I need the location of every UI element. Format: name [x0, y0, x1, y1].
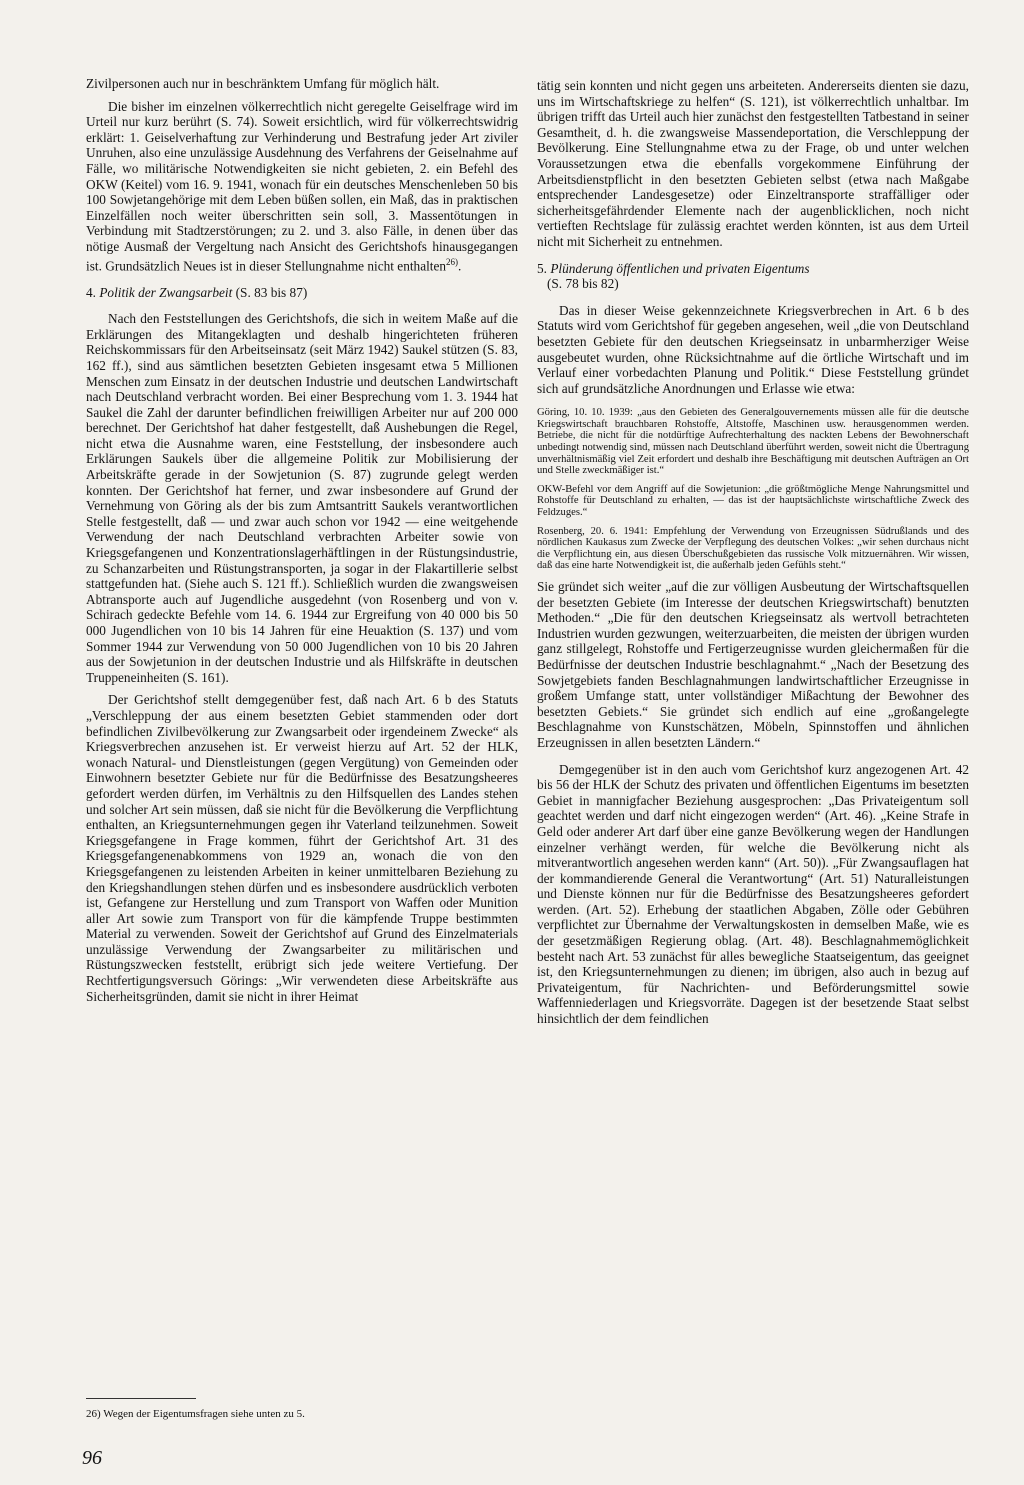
paragraph: Das in dieser Weise gekennzeichnete Kriegsverbrechen in Art. 6 b des Statuts wird vom Gerichtshof für gegeben angesehen, weil „die von Deutschland besetzten Gebiete für den deutschen Kriegseinsatz in unbarmherziger Weise ausgebeutet wurden, ohne Rücksichtnahme auf die örtliche Wirtschaft und im Verlauf einer vorbedachten Planung und Politik.“ Diese Feststellung gründet sich auf grundsätzliche Anordnungen und Erlasse wie etwa:	[537, 302, 969, 396]
paragraph: Sie gründet sich weiter „auf die zur völligen Ausbeutung der Wirtschaftsquellen der besetzten Gebiete (im Interesse der deutschen Kriegswirtschaft) benutzten Methoden.“ „Die für den deutschen Kriegseinsatz als wertvoll betrachteten Industrien wurden gezwungen, weiterzuarbeiten, die meisten der übrigen wurden ganz stillgelegt, Rohstoffe und Fertigerzeugnisse wurden gleichermaßen für die Bedürfnisse der deutschen Industrie beschlagnahmt.“ „Nach der Besetzung des Sowjetgebiets fanden Beschlagnahmungen landwirtschaftlicher Erzeugnisse in großem Umfange statt, unter vollständiger Mißachtung der Bewohner des besetzten Gebiets.“ Sie gründet sich endlich auf eine „großangelegte Beschlagnahme von Kunstschätzen, Möbeln, Spinnstoffen und ähnlichen Erzeugnissen in allen besetzten Ländern.“	[537, 579, 969, 750]
section-title: Plünderung öffentlichen und privaten Eigentums	[550, 260, 810, 276]
paragraph: tätig sein konnten und nicht gegen uns arbeiteten. Andererseits dienten sie dazu, uns im Wirtschaftskriege zu helfen“ (S. 121), ist völkerrechtlich unhaltbar. Im übrigen trifft das Urteil auch hier zunächst den festgestellten Tatbestand in seiner Gesamtheit, d. h. die zwangsweise Massendeportation, die Verschleppung der Bevölkerung. Eine Stellungnahme etwa zu der Frage, ob und unter welchen Voraussetzungen etwa die ebenfalls vorgekommene Einführung der Arbeitsdienstpflicht in den besetzten Gebieten selbst (etwa nach Maßgabe entsprechender Landesgesetze) oder Einzeltransporte straffälliger oder sicherheitsgefährdender Elemente nach der augenblicklichen, noch nicht vertieften Rechtslage für zulässig erachtet werden könnten, ist aus dem Urteil nicht mit Sicherheit zu entnehmen.	[537, 78, 969, 249]
left-column	[86, 76, 518, 1004]
paragraph: Zivilpersonen auch nur in beschränktem Umfang für möglich hält.	[86, 76, 440, 91]
section-title: Politik der Zwangsarbeit	[99, 284, 233, 300]
section-pages: (S. 78 bis 82)	[546, 276, 619, 292]
paragraph: Demgegenüber ist in den auch vom Gerichtshof kurz angezogenen Art. 42 bis 56 der HLK der Schutz des privaten und öffentlichen Eigentums im besetzten Gebiet in mannigfacher Beziehung ausgesprochen: „Das Privateigentum soll geachtet werden und darf nicht eingezogen werden“ (Art. 46). „Keine Strafe in Geld oder anderer Art darf über eine ganze Bevölkerung wegen der Handlungen einzelner verhängt werden, für welche die Bevölkerung nicht als mitverantwortlich angesehen werden kann“ (Art. 50)). „Für Zwangsauflagen hat der kommandierende General die Verantwortung“ (Art. 51) Naturalleistungen und Dienste können nur für die Bedürfnisse des Besatzungsheeres gefordert werden. (Art. 52). Erhebung der staatlichen Abgaben, Zölle oder Gebühren verpflichtet zur Übernahme der Verwaltungskosten in demselben Maße, wie es der gesetzmäßigen Regierung oblag. (Art. 48). Beschlagnahmemöglichkeit besteht nach Art. 53 zunächst für alles bewegliche Staatseigentum, das geeignet ist, den Kriegsunternehmungen zu dienen; im übrigen, also auch in bezug auf Privateigentum, für Nachrichten- und Beförderungsmittel sowie Waffenniederlagen und Kriegsvorräte. Dagegen ist der besetzende Staat selbst hinsichtlich der dem feindlichen	[537, 761, 969, 1027]
paragraph-text-end: .	[458, 257, 462, 273]
footnote-rule	[86, 1398, 196, 1399]
section-heading-5	[537, 261, 969, 292]
section-number: 4.	[86, 284, 96, 300]
paragraph	[86, 99, 518, 274]
paragraph-text: Die bisher im einzelnen völkerrechtlich nicht geregelte Geiselfrage wird im Urteil nur kurz berührt (S. 74). Soweit ersichtlich, wird für völkerrechtswidrig erklärt: 1. Geiselverhaftung zur Verhinderung und Bestrafung jeder Art ziviler Unruhen, also eine unzulässige Ausdehnung des Verfahrens der Geiselnahme auf Fälle, wo militärische Notwendigkeiten sie nicht gebieten, 2. ein Befehl des OKW (Keitel) vom 16. 9. 1941, wonach für ein deutsches Menschenleben 50 bis 100 Sowjetangehörige mit dem Leben büßen sollen, ein Maß, das in praktischen Einzelfällen noch weiter überschritten sein soll, 3. Massentötungen in Verbindung mit Stadtzerstörungen; zu 2. und 3. also Fälle, in denen über das nötige Ausmaß der Vergeltung nach Ansicht des Gerichtshofs hinausgegangen ist. Grundsätzlich Neues ist in dieser Stellungnahme nicht enthalten	[86, 98, 518, 273]
footnote-ref: 26)	[446, 256, 459, 267]
paragraph: Nach den Feststellungen des Gerichtshofs, die sich in weitem Maße auf die Erklärungen des Mitangeklagten und deshalb hingerichteten früheren Reichskommissars für den Arbeitseinsatz (seit März 1942) Saukel stützen (S. 83, 162 ff.), sind aus sämtlichen besetzten Gebieten insgesamt etwa 5 Millionen Menschen zum Einsatz in der deutschen Industrie und deutschen Landwirtschaft nach Deutschland verbracht worden. Bei einer Besprechung vom 1. 3. 1944 hat Saukel die Zahl der darunter befindlichen freiwilligen Arbeiter nur auf 200 000 berechnet. Der Gerichtshof hat daher festgestellt, daß Aushebungen die Regel, nicht etwa die Ausnahme waren, eine Feststellung, der insbesondere auch Erklärungen Saukels über die allgemeine Politik zur Mobilisierung der Arbeitskräfte gerade in der Sowjetunion (S. 87) zugrunde gelegt werden konnten. Der Gerichtshof hat ferner, und zwar insbesondere auf Grund der Vernehmung von Göring als der bis zum Amtsantritt Saukels verantwortlichen Stelle festgestellt, daß — und zwar auch schon vor 1942 — eine weitgehende Verwendung der nach Deutschland verbrachten Arbeiter sowie von Kriegsgefangenen und Konzentrationslagerhäftlingen in der Rüstungsindustrie, zu Schanzarbeiten und Rüstungstransporten, ja sogar in der Flakartillerie selbst stattgefunden hat. (Siehe auch S. 121 ff.). Schließlich wurden die zwangsweisen Abtransporte auch auf Jugendliche ausgedehnt (von Rosenberg und von v. Schirach gedeckte Befehle vom 14. 6. 1944 zur Ergreifung von 40 000 bis 50 000 Jugendlichen von 10 bis 14 Jahren für eine Heuaktion (S. 137) und vom Sommer 1944 zur Verwendung von 50 000 Jugendlichen von 10 bis 20 Jahren aus der Sowjetunion in der deutschen Industrie und als Hilfskräfte in deutschen Truppeneinheiten (S. 161).	[86, 311, 518, 685]
quote-okw: OKW-Befehl vor dem Angriff auf die Sowjetunion: „die größtmögliche Menge Nahrungsmittel und Rohstoffe für Deutschland zu erhalten, — das ist der hauptsächlichste wirtschaftliche Zweck des Feldzuges.“	[537, 483, 969, 519]
quote-rosenberg: Rosenberg, 20. 6. 1941: Empfehlung der Verwendung von Erzeugnissen Südrußlands und des nördlichen Kaukasus zum Zwecke der Verpflegung des deutschen Volkes: „wir sehen durchaus nicht die Verpflichtung ein, aus diesen Überschußgebieten das russische Volk mitzuernähren. Wir wissen, daß das eine harte Notwendigkeit ist, die außerhalb jeden Gefühls steht.“	[537, 525, 969, 572]
footnote: 26) Wegen der Eigentumsfragen siehe unten zu 5.	[86, 1408, 305, 1420]
right-column	[537, 78, 969, 1027]
section-pages: (S. 83 bis 87)	[235, 284, 308, 300]
page-number: 96	[82, 1447, 102, 1469]
section-heading-4	[86, 285, 518, 301]
paragraph: Der Gerichtshof stellt demgegenüber fest, daß nach Art. 6 b des Statuts „Verschleppung der aus einem besetzten Gebiet stammenden oder dort befindlichen Zivilbevölkerung zur Zwangsarbeit oder irgendeinem Zwecke“ als Kriegsverbrechen anzusehen ist. Er verweist hierzu auf Art. 52 der HLK, wonach Natural- und Dienstleistungen (gegen Vergütung) von Gemeinden oder Einwohnern besetzter Gebiete nur für die Bedürfnisse des Besatzungsheeres gefordert werden dürfen, im Verhältnis zu den Hilfsquellen des Landes stehen und solcher Art sein müssen, daß sie nicht für die Bevölkerung die Verpflichtung enthalten, an Kriegsunternehmungen gegen ihr Vaterland teilzunehmen. Soweit Kriegsgefangene in Frage kommen, führt der Gerichtshof Art. 31 des Kriegsgefangenenabkommens von 1929 an, wonach die von den Kriegsgefangenen zu leistenden Arbeiten in keiner unmittelbaren Beziehung zu den Kriegshandlungen stehen dürfen und es insbesondere ausdrücklich verboten ist, Gefangene zur Herstellung und zum Transport von Waffen oder Munition aller Art sowie zum Transport von für die kämpfende Truppe bestimmten Material zu verwenden. Soweit der Gerichtshof auf Grund des Einzelmaterials unzulässige Verwendung der Zwangsarbeiter zu militärischen und Rüstungszwecken feststellt, erübrigt sich jede weitere Vertiefung. Der Rechtfertigungsversuch Görings: „Wir verwendeten diese Arbeitskräfte aus Sicherheitsgründen, damit sie nicht in ihrer Heimat	[86, 692, 518, 1004]
section-number: 5.	[537, 260, 547, 276]
quote-goering: Göring, 10. 10. 1939: „aus den Gebieten des Generalgouvernements müssen alle für die deutsche Kriegswirtschaft brauchbaren Rohstoffe, Altstoffe, Maschinen usw. herausgenommen werden. Betriebe, die nicht für die notdürftige Aufrechterhaltung des nackten Lebens der Bewohnerschaft unbedingt notwendig sind, müssen nach Deutschland überführt werden, soweit nicht die Übertragung unverhältnismäßig viel Zeit erfordert und deshalb ihre Beschäftigung mit deutschen Aufträgen an Ort und Stelle zweckmäßiger ist.“	[537, 407, 969, 477]
